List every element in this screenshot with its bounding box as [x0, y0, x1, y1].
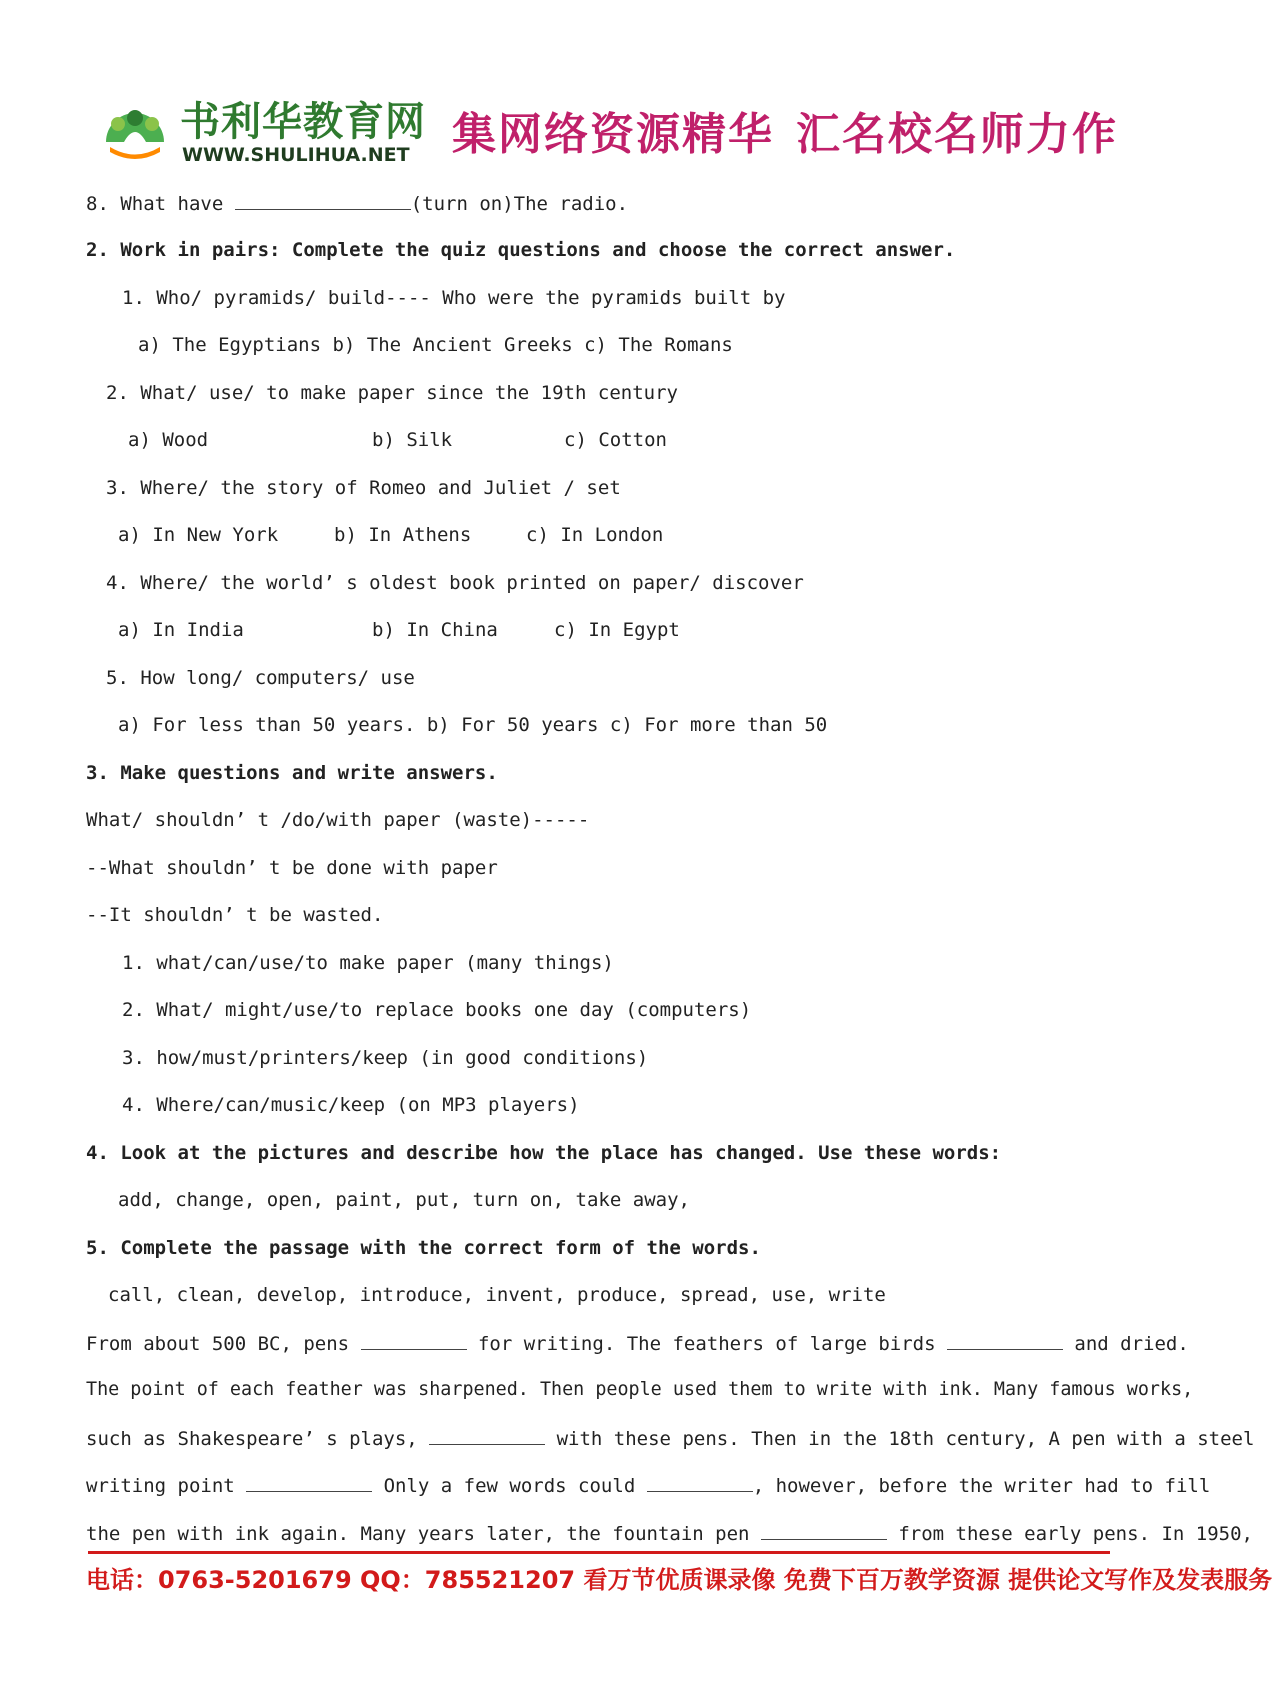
question-text: 8. What have [86, 193, 235, 215]
section-5-heading: 5. Complete the passage with the correct form of the words. [86, 1237, 761, 1259]
passage-text: and dried. [1062, 1333, 1189, 1355]
slogan-part2: 汇名校名师力作 [796, 109, 1118, 160]
passage-text: from these early pens. In 1950, [886, 1523, 1253, 1545]
site-logo[interactable] [86, 86, 426, 178]
passage-text: such as Shakespeare’ s plays, [86, 1428, 430, 1450]
passage-text: for writing. The feathers of large birds [466, 1333, 947, 1355]
s2-q2-option-a: a) Wood [128, 429, 209, 451]
footer-contact: 电话：0763-5201679 QQ：785521207 看万节优质课录像 免费下百万教学资源 提供论文写作及发表服务 [86, 1566, 1272, 1594]
s2-question-5: 5. How long/ computers/ use [106, 667, 415, 689]
passage-line-2: The point of each feather was sharpened. Then people used them to write with ink. Many famous works, [86, 1379, 1194, 1400]
header-banner [86, 86, 1118, 178]
s3-example-prompt: What/ shouldn’ t /do/with paper (waste)----- [86, 809, 590, 831]
s3-question-4: 4. Where/can/music/keep (on MP3 players) [122, 1094, 580, 1116]
people-logo-icon [100, 92, 170, 162]
s2-q3-option-b: b) In Athens [334, 524, 472, 546]
section-3-heading: 3. Make questions and write answers. [86, 762, 498, 784]
s2-question-1: 1. Who/ pyramids/ build---- Who were the pyramids built by [122, 287, 786, 309]
s3-question-3: 3. how/must/printers/keep (in good conditions) [122, 1047, 649, 1069]
s5-word-list: call, clean, develop, introduce, invent, produce, spread, use, write [108, 1284, 886, 1306]
passage-line-3 [86, 1426, 1254, 1451]
slogan [452, 98, 1118, 162]
slogan-part1: 集网络资源精华 [452, 109, 774, 160]
s4-word-list: add, change, open, paint, put, turn on, take away, [118, 1189, 690, 1211]
s2-q3-option-c: c) In London [526, 524, 664, 546]
s2-question-5-options: a) For less than 50 years. b) For 50 years c) For more than 50 [118, 714, 828, 736]
s2-q4-option-c: c) In Egypt [554, 619, 680, 641]
s2-q4-option-a: a) In India [118, 619, 244, 641]
footer-divider [88, 1551, 1110, 1554]
logo-name: 书利华教育网 [180, 99, 426, 145]
question-8 [86, 191, 628, 216]
passage-text: the pen with ink again. Many years later, the fountain pen [86, 1523, 761, 1545]
passage-text: with these pens. Then in the 18th century, A pen with a steel [545, 1428, 1255, 1450]
s2-q2-option-c: c) Cotton [564, 429, 667, 451]
s2-question-4: 4. Where/ the world’ s oldest book printed on paper/ discover [106, 572, 804, 594]
s3-question-1: 1. what/can/use/to make paper (many things) [122, 952, 614, 974]
s3-example-answer: --It shouldn’ t be wasted. [86, 904, 384, 926]
passage-line-4 [86, 1473, 1210, 1498]
answer-blank[interactable] [429, 1426, 545, 1445]
answer-blank[interactable] [647, 1473, 753, 1492]
answer-blank[interactable] [361, 1331, 467, 1350]
answer-blank[interactable] [947, 1331, 1063, 1350]
passage-line-5 [86, 1521, 1253, 1546]
s2-question-3: 3. Where/ the story of Romeo and Juliet / set [106, 477, 621, 499]
s2-q2-option-b: b) Silk [372, 429, 453, 451]
section-2-heading: 2. Work in pairs: Complete the quiz questions and choose the correct answer. [86, 239, 956, 261]
logo-url: WWW.SHULIHUA.NET [182, 144, 410, 166]
question-text: (turn on)The radio. [410, 193, 629, 215]
passage-text: From about 500 BC, pens [86, 1333, 361, 1355]
answer-blank[interactable] [761, 1521, 887, 1540]
answer-blank[interactable] [235, 191, 411, 210]
s2-question-2: 2. What/ use/ to make paper since the 19th century [106, 382, 678, 404]
s3-question-2: 2. What/ might/use/to replace books one day (computers) [122, 999, 752, 1021]
s2-q3-option-a: a) In New York [118, 524, 279, 546]
passage-text: writing point [86, 1475, 247, 1497]
s3-example-question: --What shouldn’ t be done with paper [86, 857, 498, 879]
s2-question-1-options: a) The Egyptians b) The Ancient Greeks c) The Romans [138, 334, 733, 356]
passage-line-1 [86, 1331, 1189, 1356]
section-4-heading: 4. Look at the pictures and describe how the place has changed. Use these words: [86, 1142, 1002, 1164]
s2-q4-option-b: b) In China [372, 619, 498, 641]
passage-text: Only a few words could [372, 1475, 647, 1497]
answer-blank[interactable] [246, 1473, 372, 1492]
passage-text: , however, before the writer had to fill [752, 1475, 1211, 1497]
